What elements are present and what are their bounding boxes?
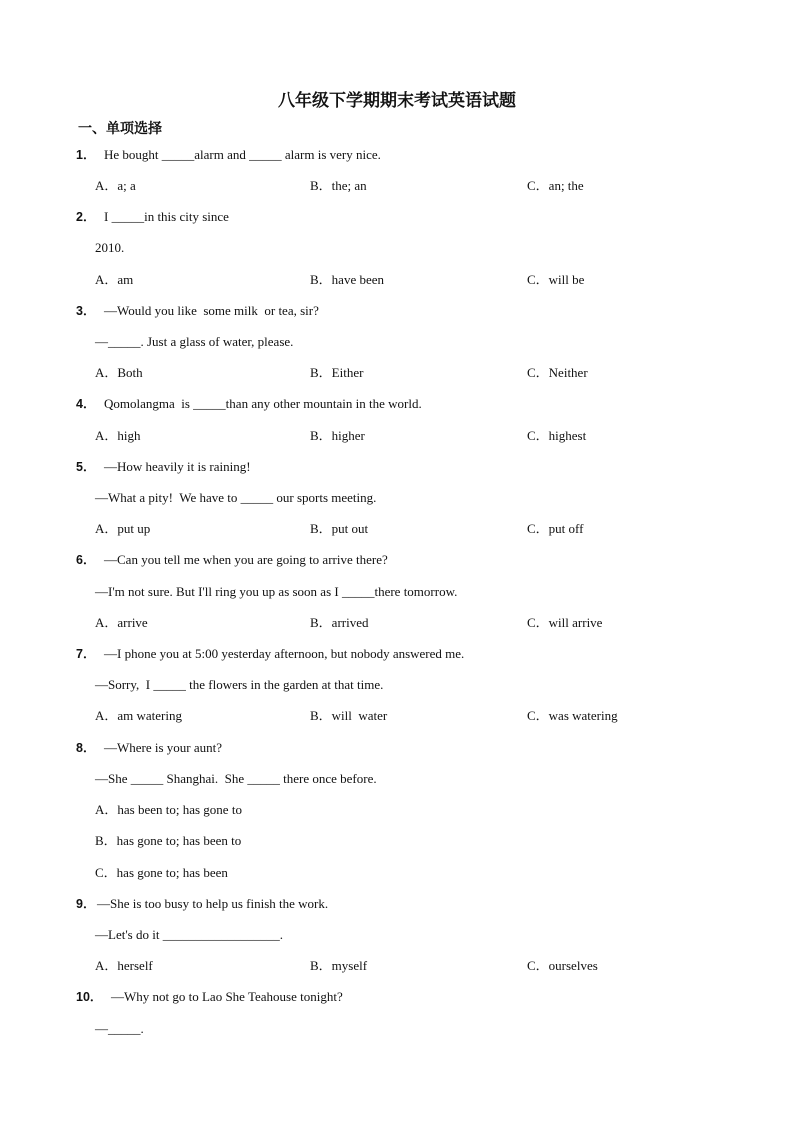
question-3-stem-continued: —_____. Just a glass of water, please. xyxy=(95,334,294,349)
question-5-option-c: C．put off xyxy=(527,521,584,536)
question-1-stem: He bought _____alarm and _____ alarm is very nice. xyxy=(104,147,381,162)
question-8-option-b: B．has gone to; has been to xyxy=(95,833,242,848)
page-title: 八年级下学期期末考试英语试题 xyxy=(278,91,516,111)
question-3-option-a: A．Both xyxy=(95,365,143,380)
question-6-option-c: C．will arrive xyxy=(527,615,603,630)
question-3-option-b: B．Either xyxy=(310,365,364,380)
question-8-stem: —Where is your aunt? xyxy=(104,740,223,755)
question-9-stem-continued: —Let's do it __________________. xyxy=(95,927,283,942)
question-7-stem-continued: —Sorry, I _____ the flowers in the garden at that time. xyxy=(95,677,384,692)
question-6-option-a: A．arrive xyxy=(95,615,148,630)
question-3-option-c: C．Neither xyxy=(527,365,588,380)
question-5-option-a: A．put up xyxy=(95,521,151,536)
question-7-number: 7． xyxy=(76,647,96,661)
question-8-option-a: A．has been to; has gone to xyxy=(95,802,242,817)
question-4-number: 4． xyxy=(76,397,96,411)
question-9-option-a: A．herself xyxy=(95,958,153,973)
question-3-number: 3． xyxy=(76,304,96,318)
question-2-option-b: B．have been xyxy=(310,272,385,287)
question-2-stem: I _____in this city since xyxy=(104,209,229,224)
question-7-option-c: C．was watering xyxy=(527,708,618,723)
question-4-option-c: C．highest xyxy=(527,428,587,443)
question-10-stem: —Why not go to Lao She Teahouse tonight? xyxy=(111,989,343,1004)
question-9-number: 9． xyxy=(76,897,96,911)
question-5-stem-continued: —What a pity! We have to _____ our sports meeting. xyxy=(95,490,377,505)
question-5-number: 5． xyxy=(76,460,96,474)
question-7-option-a: A．am watering xyxy=(95,708,183,723)
question-1-option-c: C．an; the xyxy=(527,178,584,193)
question-2-stem-continued: 2010. xyxy=(95,240,125,255)
question-3-stem: —Would you like some milk or tea, sir? xyxy=(104,303,319,318)
question-9-option-b: B．myself xyxy=(310,958,368,973)
question-6-stem-continued: —I'm not sure. But I'll ring you up as soon as I _____there tomorrow. xyxy=(95,584,458,599)
question-7-option-b: B．will water xyxy=(310,708,388,723)
question-5-option-b: B．put out xyxy=(310,521,369,536)
section-heading: 一、单项选择 xyxy=(78,121,162,137)
question-10-number: 10． xyxy=(76,990,103,1004)
question-1-number: 1． xyxy=(76,148,96,162)
question-2-option-c: C．will be xyxy=(527,272,585,287)
question-4-option-a: A．high xyxy=(95,428,141,443)
question-5-stem: —How heavily it is raining! xyxy=(104,459,251,474)
question-1-option-b: B．the; an xyxy=(310,178,367,193)
question-7-stem: —I phone you at 5:00 yesterday afternoon, but nobody answered me. xyxy=(104,646,465,661)
question-1-option-a: A．a; a xyxy=(95,178,136,193)
question-8-option-c: C．has gone to; has been xyxy=(95,865,228,880)
question-2-option-a: A．am xyxy=(95,272,134,287)
question-6-stem: —Can you tell me when you are going to arrive there? xyxy=(104,552,388,567)
question-2-number: 2． xyxy=(76,210,96,224)
question-4-stem: Qomolangma is _____than any other mountain in the world. xyxy=(104,396,422,411)
question-8-stem-continued: —She _____ Shanghai. She _____ there once before. xyxy=(95,771,377,786)
question-4-option-b: B．higher xyxy=(310,428,365,443)
question-10-stem-continued: —_____. xyxy=(95,1021,144,1036)
question-9-stem: —She is too busy to help us finish the work. xyxy=(97,896,329,911)
question-6-option-b: B．arrived xyxy=(310,615,369,630)
question-9-option-c: C．ourselves xyxy=(527,958,598,973)
question-8-number: 8． xyxy=(76,741,96,755)
question-6-number: 6． xyxy=(76,553,96,567)
